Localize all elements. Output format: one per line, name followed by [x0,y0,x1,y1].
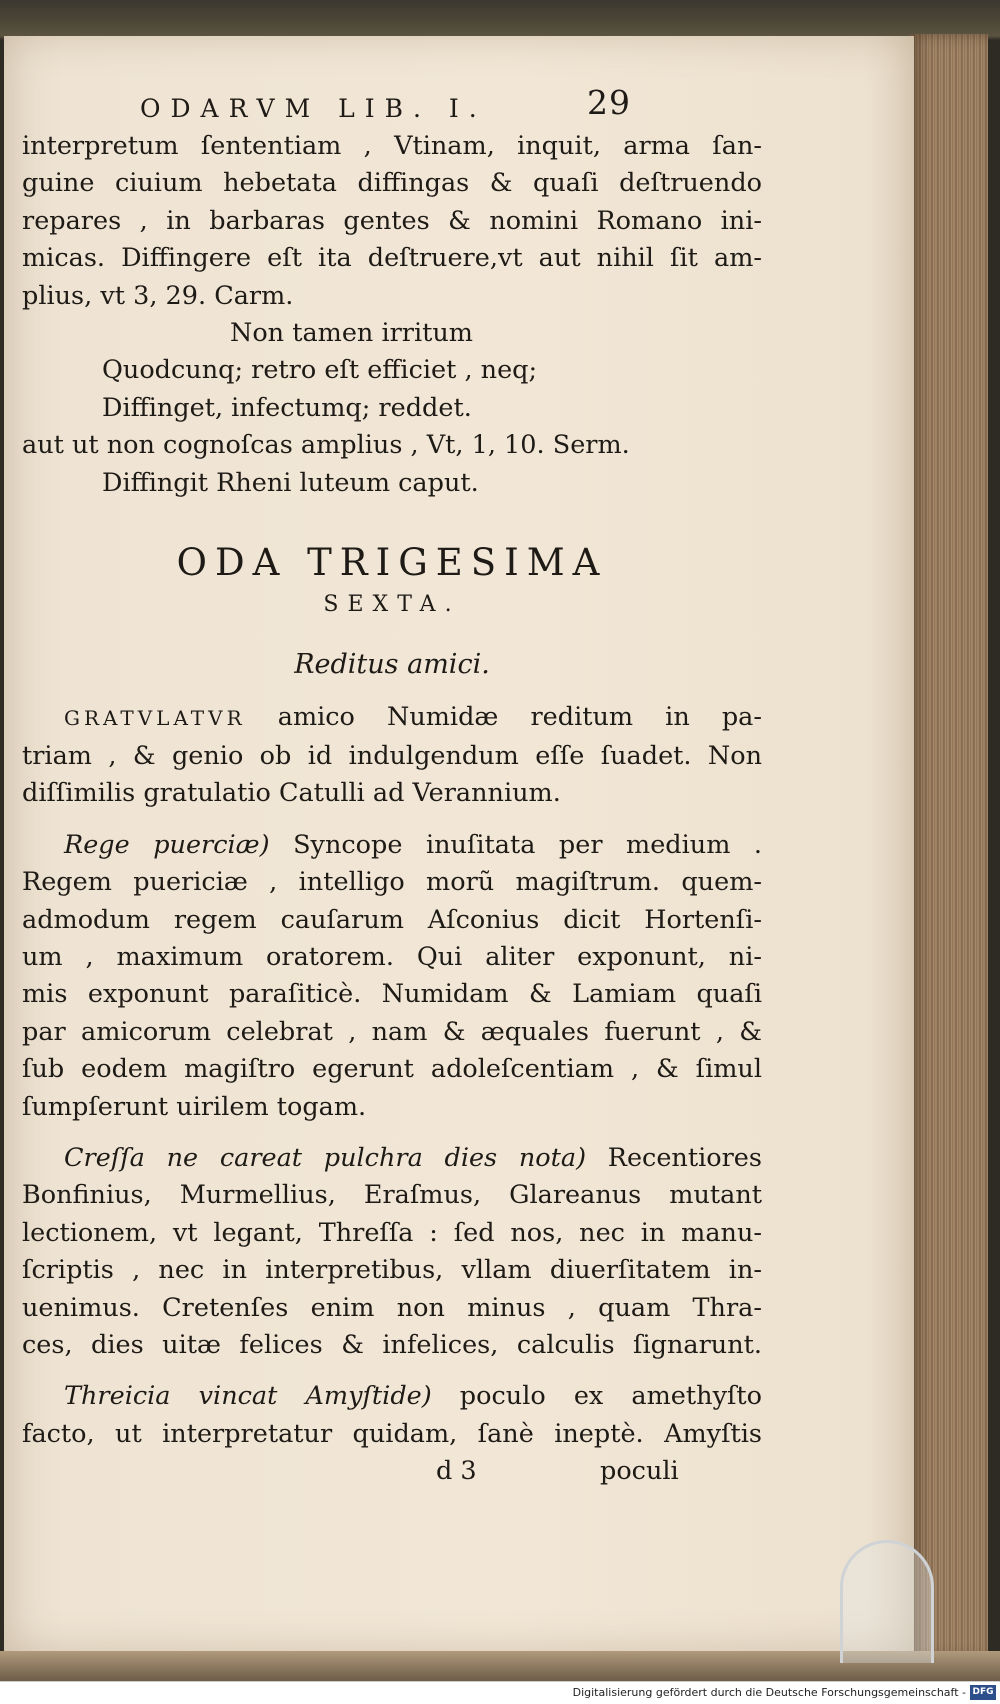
text-line: diſſimilis gratulatio Catulli ad Verannium. [22,778,561,809]
lemma: Creſſa ne careat pulchra dies nota) [64,1142,587,1173]
text-line [22,827,762,864]
footer-credit: Digitalisierung gefördert durch die Deutsche Forschungsgemeinschaft - [572,1686,966,1699]
text-span: Recentiores [586,1142,762,1173]
text-line: mis exponunt paraſiticè. Numidam & Lamiam quaſi [22,979,762,1010]
text-line [22,1378,762,1415]
ode-title: ODA TRIGESIMA [176,541,608,585]
dfg-logo: DFG [970,1685,996,1700]
text-line: ſcriptis , nec in interpretibus, vllam diuerſitatem in- [22,1255,762,1286]
paper-clip [840,1540,934,1663]
verse-line: Diffingit Rheni luteum caput. [102,467,479,498]
text-line: ſumpſerunt uirilem togam. [22,1091,367,1122]
small-caps-word: GRATVLATVR [64,706,246,731]
text-line: repares , in barbaras gentes & nomini Romano ini- [22,205,762,236]
page-text [22,83,763,1489]
ode-title-line2: SEXTA. [323,592,461,618]
note-rege-puerciae [22,827,762,1126]
text-line: plius, vt 3, 29. Carm. [22,280,294,311]
commentary-continued [22,128,762,502]
text-line: triam , & genio ob id indulgendum eſſe ſuadet. Non [22,740,762,771]
digitization-footer [0,1681,1000,1704]
page-header [22,83,762,128]
verse-line: Non tamen irritum [230,318,473,349]
catchword: poculi [600,1456,679,1487]
signature-line [22,1453,762,1489]
lemma: Threicia vincat Amyſtide) [64,1381,432,1412]
text-line [22,699,762,737]
argument-paragraph [22,699,762,812]
text-line: micas. Diffingere eſt ita deſtruere,vt aut nihil ſit am- [22,243,762,274]
text-line: par amicorum celebrat , nam & æquales fuerunt , & [22,1016,762,1047]
note-threicia [22,1378,762,1453]
page-edges [910,34,988,1659]
text-line: ſub eodem magiſtro egerunt adoleſcentiam , & ſimul [22,1054,762,1085]
text-line: lectionem, vt legant, Threſſa : ſed nos, nec in manu- [22,1217,762,1248]
page-number: 29 [587,83,631,122]
text-line: guine ciuium hebetata diffingas & quaſi deſtruendo [22,168,762,199]
text-line [22,1140,762,1177]
text-span: Syncope inuſitata per medium . [269,829,762,860]
lemma: Rege puerciæ) [64,829,270,860]
signature-mark: d 3 [436,1456,477,1487]
text-line: admodum regem cauſarum Aſconius dicit Hortenſi- [22,904,762,935]
text-line: um , maximum oratorem. Qui aliter exponunt, ni- [22,941,762,972]
verse-line: Quodcunq; retro eſt efficiet , neq; [102,355,538,386]
text-line: Bonfinius, Murmellius, Eraſmus, Glareanus mutant [22,1180,762,1211]
text-line: Regem puericiæ , intelligo morũ magiſtrum. quem- [22,867,762,898]
text-span: poculo ex amethyſto [431,1381,763,1412]
note-cressa [22,1140,762,1364]
ode-subtitle: Reditus amici. [294,649,490,681]
text-span: amico Numidæ reditum in pa- [245,702,762,733]
running-title: ODARVM LIB. I. [140,94,487,123]
text-line: ces, dies uitæ felices & infelices, calculis ſignarunt. [22,1329,762,1360]
text-line: facto, ut interpretatur quidam, ſanè ineptè. Amyſtis [22,1418,762,1449]
text-line: uenimus. Cretenſes enim non minus , quam Thra- [22,1292,762,1323]
text-line: aut ut non cognoſcas amplius , Vt, 1, 10. Serm. [22,430,630,461]
text-line: interpretum ſententiam , Vtinam, inquit, arma ſan- [22,131,762,161]
verse-line: Diffinget, infectumq; reddet. [102,392,472,423]
